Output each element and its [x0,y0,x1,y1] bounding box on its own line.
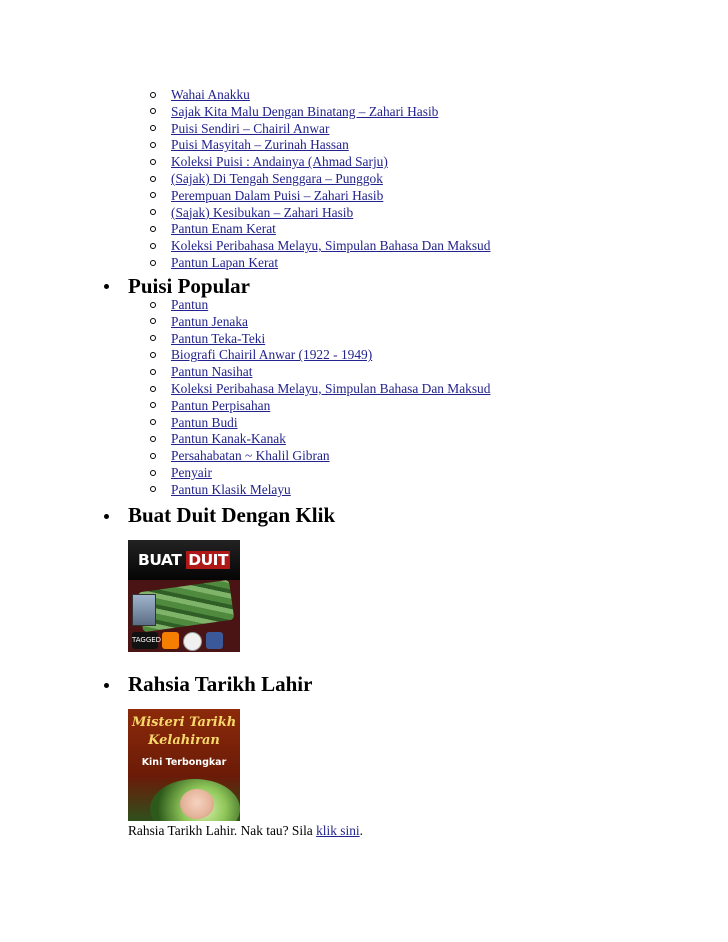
banner-line-2: Kelahiran [148,733,220,748]
list-item-link[interactable]: Pantun Lapan Kerat [171,254,279,270]
list-item-link[interactable]: Pantun Enam Kerat [171,221,276,237]
bullet [104,514,109,519]
section-heading: Buat Duit Dengan Klik [128,503,336,527]
circle-bullet-icon [150,386,156,392]
tarikh-lahir-banner-image[interactable] [128,709,240,821]
circle-bullet-icon [150,92,156,98]
paragraph-end: . [359,823,363,838]
section-heading: Rahsia Tarikh Lahir [128,672,313,696]
rahsia-paragraph [128,823,363,839]
list-item-link[interactable]: (Sajak) Di Tengah Senggara – Punggok [171,170,383,186]
circle-bullet-icon [150,453,156,459]
circle-bullet-icon [150,192,156,198]
circle-bullet-icon [150,335,156,341]
circle-bullet-icon [150,226,156,232]
list-item-link[interactable]: Pantun Kanak-Kanak [171,431,286,447]
baby-graphic [180,789,214,819]
list-item-link[interactable]: Puisi Masyitah – Zurinah Hassan [171,137,349,153]
circle-bullet-icon [150,209,156,215]
circle-bullet-icon [150,436,156,442]
circle-bullet-icon [150,108,156,114]
circle-bullet-icon [150,125,156,131]
circle-bullet-icon [150,142,156,148]
smiley-icon [183,632,202,651]
banner-line-3: Kini Terbongkar [141,757,227,768]
list-item-link[interactable]: Wahai Anakku [171,87,250,102]
banner-word-2: DUIT [188,551,228,569]
banner-line-1: Misteri Tarikh [131,715,237,730]
banner-header [128,540,240,580]
banner-word-1: BUAT [138,551,182,569]
list-item-link[interactable]: Koleksi Peribahasa Melayu, Simpulan Bahasa Dan Maksud [171,238,491,254]
list-item-link[interactable]: Koleksi Puisi : Andainya (Ahmad Sarju) [171,154,388,170]
list-item-link[interactable]: Pantun Klasik Melayu [171,481,291,497]
bullet [104,683,109,688]
list-item-link[interactable]: Koleksi Peribahasa Melayu, Simpulan Bahasa Dan Maksud [171,380,491,396]
list-item-link[interactable]: Pantun [171,297,209,312]
list-item-link[interactable]: (Sajak) Kesibukan – Zahari Hasib [171,204,354,220]
list-item-link[interactable]: Pantun Nasihat [171,364,253,380]
circle-bullet-icon [150,260,156,266]
monitor-icon [132,594,156,626]
list-item-link[interactable]: Penyair [171,464,212,480]
circle-bullet-icon [150,369,156,375]
list-item-link[interactable]: Pantun Perpisahan [171,397,271,413]
list-item-link[interactable]: Sajak Kita Malu Dengan Binatang – Zahari Hasib [171,103,439,119]
circle-bullet-icon [150,243,156,249]
list-item-link[interactable]: Biografi Chairil Anwar (1922 - 1949) [171,347,373,363]
circle-bullet-icon [150,159,156,165]
list-item-link[interactable]: Pantun Jenaka [171,313,248,329]
bullet [104,284,109,289]
list-item-link[interactable]: Pantun Budi [171,414,238,430]
paragraph-text: Rahsia Tarikh Lahir. Nak tau? Sila [128,823,317,838]
circle-bullet-icon [150,470,156,476]
circle-bullet-icon [150,318,156,324]
list-item-link[interactable]: Pantun Teka-Teki [171,330,266,346]
circle-bullet-icon [150,302,156,308]
circle-bullet-icon [150,419,156,425]
circle-bullet-icon [150,352,156,358]
tagged-icon: TAGGED [132,632,158,649]
list-item-link[interactable]: Persahabatan ~ Khalil Gibran [171,448,330,464]
circle-bullet-icon [150,402,156,408]
klik-sini-link[interactable]: klik sini [316,823,360,838]
social-icons [132,632,223,651]
facebook-icon [206,632,223,649]
circle-bullet-icon [150,486,156,492]
list-item-link[interactable]: Puisi Sendiri – Chairil Anwar [171,120,330,136]
buat-duit-banner-image[interactable] [128,540,240,652]
circle-bullet-icon [150,176,156,182]
section-heading: Puisi Popular [128,274,250,298]
blogger-icon [162,632,179,649]
list-item-link[interactable]: Perempuan Dalam Puisi – Zahari Hasib [171,187,384,203]
